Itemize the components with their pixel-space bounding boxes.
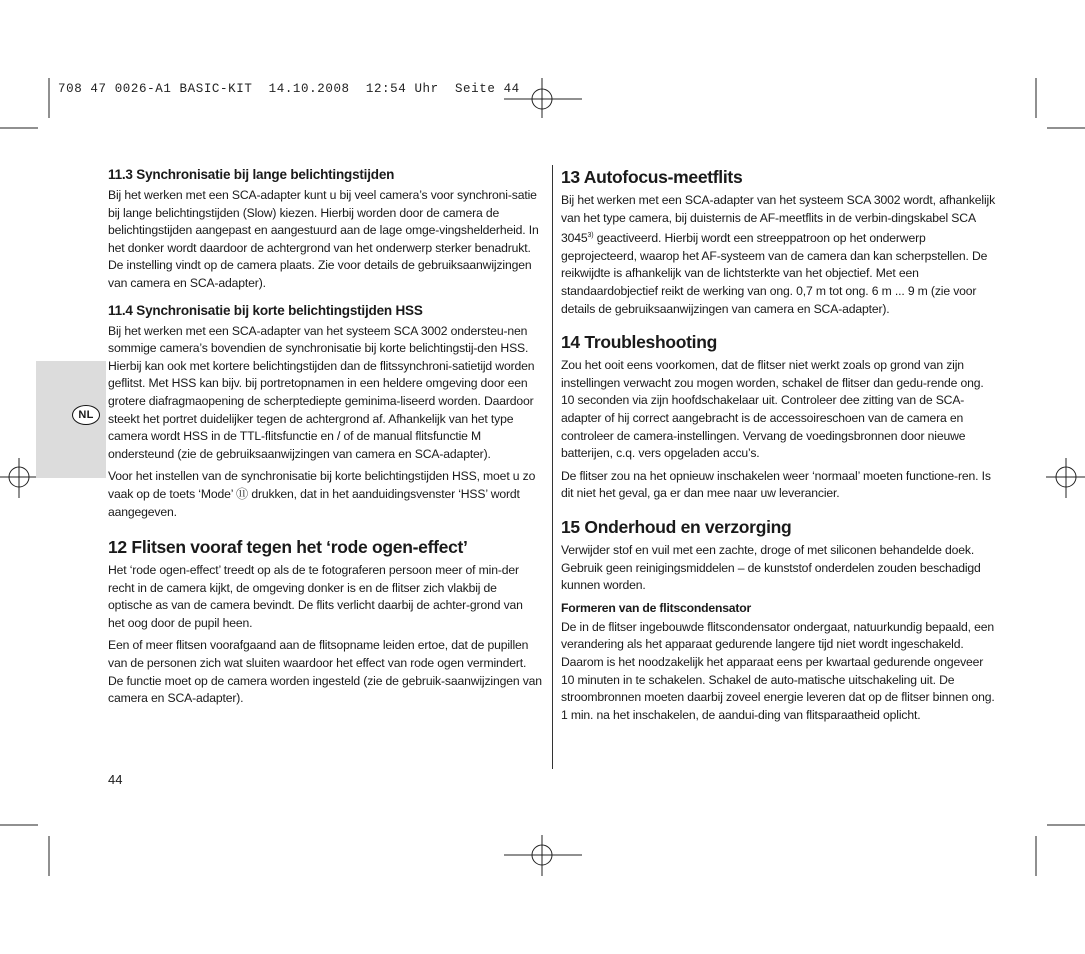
left-column — [108, 166, 542, 708]
page-number: 44 — [108, 772, 123, 787]
section-15-text-2: De in de flitser ingebouwde flitscondensator ondergaat, natuurkundig bepaald, een verandering als het apparaat gedurende langere tijd niet wordt ingeschakeld. Daarom is het noodzakelijk het apparaat eens per kwartaal gedurende ongeveer 10 minuten in te schakelen. Schakel de auto-matische uitschakeling uit. De stroombronnen moeten daarbij zoveel energie leveren dat op de flitser binnen ong. 1 min. na het inschakelen, de aandui-ding van flitsparaatheid oplicht. — [561, 619, 995, 722]
section-12-text-2: Een of meer flitsen voorafgaand aan de flitsopname leiden ertoe, dat de pupillen van de personen zich wat sluiten waardoor het effect van rode ogen vermindert. De functie moet op de camera worden ingesteld (zie de gebruik-saanwijzingen van camera en SCA-adapter). — [108, 638, 542, 706]
section-11-3-text: Bij het werken met een SCA-adapter kunt u bij veel camera’s voor synchroni-satie bij lange belichtingstijden (Slow) kiezen. Hierbij worden door de camera de belichtingstijden aangepast en aangestuurd aan de lage omge-vingshelderheid. In het donker wordt daardoor de achtergrond van het onderwerp sterker benadrukt. De instelling vindt op de camera plaats. Zie voor details de gebruiksaanwijzingen van camera en SCA-adapter). — [108, 188, 539, 290]
section-13-text-a: Bij het werken met een SCA-adapter van het systeem SCA 3002 wordt, afhankelijk van het type camera, bij duisternis de AF-meetflits in de verbin-dingskabel SCA 3045 — [561, 193, 996, 246]
section-13-title: 13 Autofocus-meetflits — [561, 167, 743, 187]
registration-mark-top — [504, 78, 582, 118]
print-slug-line: 708 47 0026-A1 BASIC-KIT 14.10.2008 12:54 Uhr Seite 44 — [58, 82, 520, 96]
section-14-title: 14 Troubleshooting — [561, 332, 717, 353]
section-15-subtitle: Formeren van de flitscondensator — [561, 600, 751, 615]
registration-mark-right — [1046, 458, 1085, 498]
section-11-4-text-2: Voor het instellen van de synchronisatie bij korte belichtingstijden HSS, moet u zo vaak op de toets ‘Mode’ ⑪ drukken, dat in het aanduidingsvenster ‘HSS’ wordt aangegeven. — [108, 469, 536, 519]
section-13-text — [561, 192, 999, 318]
section-12-text-1: Het ‘rode ogen-effect’ treedt op als de te fotograferen persoon meer of min-der recht in de camera kijkt, de omgeving donker is en de flitser zich vlakbij de optische as van de camera bevindt. De flits verlicht daarbij de achter-grond van het oog door de pupil heen. — [108, 563, 523, 630]
right-column — [561, 166, 999, 724]
section-12-title: 12 Flitsen vooraf tegen het ‘rode ogen-effect’ — [108, 537, 468, 558]
section-14-text-1: Zou het ooit eens voorkomen, dat de flitser niet werkt zoals op grond van zijn instellingen verwacht zou mogen worden, schakel de flitser dan gedu-rende ong. 10 seconden via zijn hoofdschakelaar uit. Controleer dee zitting van de SCA-adapter of hij correct aangebracht is de accessoireschoen van de camera en controleer de camera-instellingen. Vervang de voedingsbronnen door nieuwe batterijen, c.q. vers opgeladen accu’s. — [561, 358, 984, 461]
section-11-3-title: 11.3 Synchronisatie bij lange belichtingstijden — [108, 167, 395, 182]
section-13-text-b: geactiveerd. Hierbij wordt een streeppatroon op het onderwerp geprojecteerd, waarop het AF-systeem van de camera dan kan scherpstellen. De reikwijdte is afhankelijk van de lichtsterkte van het objectief. Met een standaardobjectief reikt de werking van ong. 0,7 m tot ong. 6 m ... 9 m (zie voor details de gebruiksaanwijzingen van camera en SCA-adapter). — [561, 231, 988, 316]
section-11-4-title: 11.4 Synchronisatie bij korte belichtingstijden HSS — [108, 302, 423, 318]
section-14-text-2: De flitser zou na het opnieuw inschakelen weer ‘normaal’ moeten functione-ren. Is dit niet het geval, ga er dan mee naar uw leverancier. — [561, 468, 991, 501]
footnote-marker: 3) — [587, 232, 594, 240]
section-11-4-text-1: Bij het werken met een SCA-adapter van het systeem SCA 3002 ondersteu-nen sommige camera’s bovendien de synchronisatie bij korte belichtingstij-den HSS. Hierbij kan ook met kortere belichtingstijden dan de flitssynchroni-satietijd worden geflitst. Met HSS kan bijv. bij portretopnamen in een heldere omgeving door een grotere diafragmaopening de scherptediepte geminima-liseerd worden. Daardoor steekt het portret duidelijker tegen de achtergrond af. Afhankelijk van het type camera wordt HSS in de TTL-flitsfunctie en / of de manual flitsfunctie M ondersteund (zie de gebruiksaanwijzingen van camera en SCA-adapter). — [108, 323, 535, 461]
section-15-title: 15 Onderhoud en verzorging — [561, 516, 792, 537]
registration-mark-left — [0, 458, 40, 498]
language-badge: NL — [72, 405, 100, 425]
registration-mark-bottom — [504, 835, 582, 876]
column-divider — [552, 165, 553, 769]
section-15-text-1: Verwijder stof en vuil met een zachte, droge of met siliconen behandelde doek. Gebruik geen reinigingsmiddelen – de kunststof onderdelen zouden beschadigd kunnen worden. — [561, 542, 981, 593]
